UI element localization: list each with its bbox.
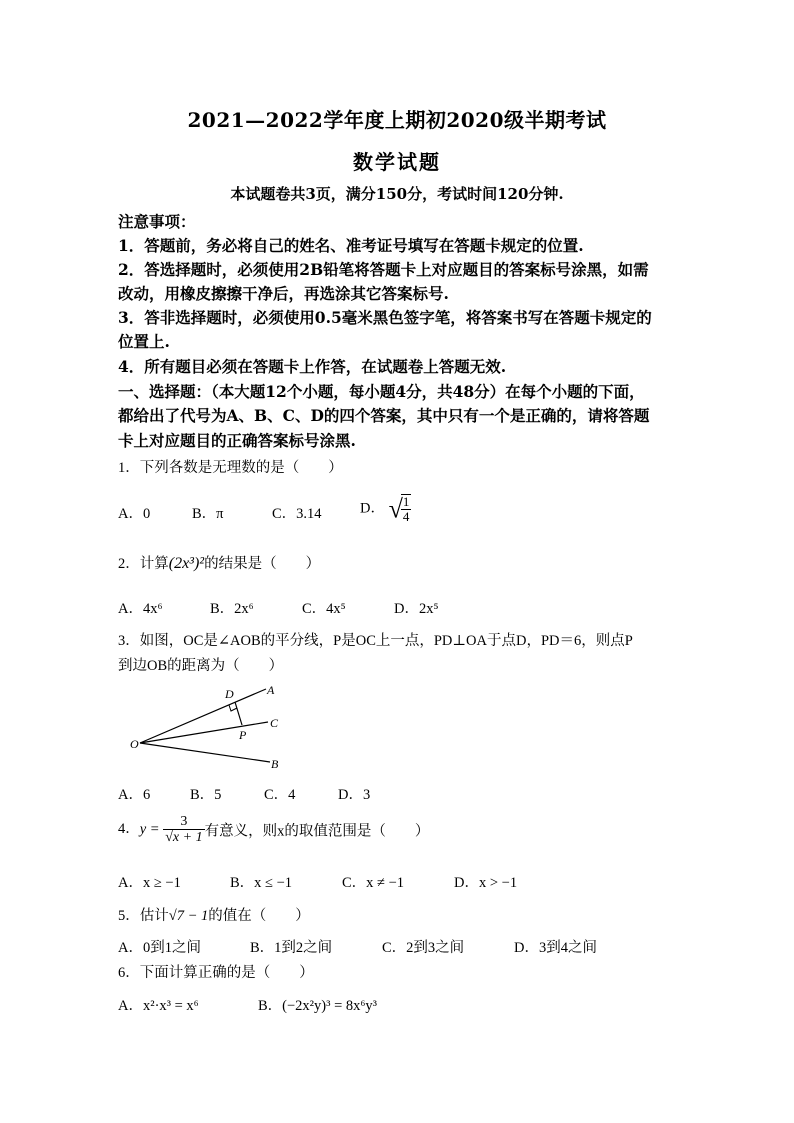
section1-line-1: 一、选择题：（本大题12个小题，每小题4分，共48分）在每个小题的下面， [118, 382, 645, 401]
q4-denominator: x + 1 [172, 830, 203, 846]
q4-option-b: B．x ≤ −1 [230, 875, 293, 891]
q2-option-c: C．4x⁵ [302, 601, 346, 617]
q4-option-c: C．x ≠ −1 [342, 875, 405, 891]
ray-ob [140, 743, 270, 762]
q3-option-d: D．3 [338, 787, 371, 803]
note-3-line-2: 位置上. [118, 332, 170, 351]
q4-denominator-wrap: √x + 1 [165, 830, 203, 846]
q5-stem-pre: 5．估计 [118, 908, 169, 924]
q4-stem-pre: 4． [118, 821, 140, 838]
q1-option-c: C．3.14 [272, 506, 322, 522]
q4-numerator: 3 [163, 814, 204, 830]
ray-oc [140, 722, 268, 743]
q3-option-a: A．6 [118, 787, 151, 803]
q2-option-b: B．2x⁶ [210, 601, 254, 617]
exam-info: 本试题卷共3页，满分150分，考试时间120分钟. [230, 185, 564, 203]
label-o: O [130, 737, 139, 751]
q5-stem [118, 904, 310, 925]
q3-stem-line-2: 到边OB的距离为（ ） [118, 658, 284, 674]
q1-d-numerator: 1 [402, 494, 410, 509]
q5-stem-post: 的值在（ ） [208, 908, 310, 924]
q5-option-b: B．1到2之间 [250, 940, 333, 956]
q2-option-d: D．2x⁵ [394, 601, 439, 617]
q1-stem: 1．下列各数是无理数的是（ ） [118, 460, 343, 476]
label-c: C [270, 716, 279, 730]
exam-title: 2021—2022学年度上期初2020级半期考试 [187, 108, 607, 132]
q3-options [118, 783, 678, 805]
note-3-line-1: 3．答非选择题时，必须使用0.5毫米黑色签字笔，将答案书写在答题卡规定的 [118, 308, 652, 327]
q4-stem-post: 有意义，则x的取值范围是（ ） [204, 823, 430, 840]
q1-option-d [360, 494, 411, 525]
q2-option-a: A．4x⁶ [118, 601, 163, 617]
q2-options [118, 597, 678, 619]
label-d: D [225, 687, 234, 701]
section1-line-3: 卡上对应题目的正确答案标号涂黑. [118, 431, 356, 450]
note-2-line-2: 改动，用橡皮擦擦干净后，再选涂其它答案标号. [118, 284, 449, 303]
q2-stem-pre: 2．计算 [118, 556, 169, 572]
q4-options [118, 871, 678, 893]
q4-fraction [163, 814, 204, 846]
ray-oa [140, 689, 266, 743]
q4-stem [118, 814, 429, 846]
q6-options [118, 994, 678, 1016]
q5-option-a: A．0到1之间 [118, 940, 201, 956]
q5-option-c: C．2到3之间 [382, 940, 465, 956]
note-2-line-1: 2．答选择题时，必须使用2B铅笔将答题卡上对应题目的答案标号涂黑，如需 [118, 260, 649, 279]
label-p: P [239, 728, 247, 742]
note-1: 1．答题前，务必将自己的姓名、准考证号填写在答题卡规定的位置. [118, 236, 584, 255]
notes-heading: 注意事项： [118, 212, 196, 231]
q1-sqrt: √ $\frac{1}{4}$ [388, 494, 410, 525]
q3-option-b: B．5 [190, 787, 222, 803]
q3-stem-line-1: 3．如图，OC是∠AOB的平分线，P是OC上一点，PD⊥OA于点D，PD＝6，则点P [118, 633, 633, 649]
q2-stem [118, 552, 320, 573]
q1-option-a: A．0 [118, 506, 151, 522]
q5-expression: √7 − 1 [168, 908, 209, 924]
section1-line-2: 都给出了代号为A、B、C、D的四个答案，其中只有一个是正确的，请将答题 [118, 406, 650, 425]
q6-stem: 6．下面计算正确的是（ ） [118, 965, 314, 981]
q4-option-d: D．x > −1 [454, 875, 518, 891]
q2-expression: (2x³)² [168, 555, 205, 572]
note-4: 4．所有题目必须在答题卡上作答，在试题卷上答题无效. [118, 357, 507, 376]
label-b: B [271, 757, 279, 771]
segment-pd [235, 702, 242, 725]
q2-stem-post: 的结果是（ ） [204, 556, 321, 572]
q3-figure [118, 678, 308, 774]
label-a: A [267, 683, 275, 697]
q1-d-denominator: 4 [402, 509, 410, 525]
q3-option-c: C．4 [264, 787, 296, 803]
q1-option-b: B．π [192, 506, 224, 522]
q1-option-d-prefix: D． [360, 500, 385, 517]
q5-option-d: D．3到4之间 [514, 940, 597, 956]
subject-title: 数学试题 [353, 150, 441, 174]
q4-option-a: A．x ≥ −1 [118, 875, 181, 891]
q5-options [118, 936, 698, 958]
q4-y: y = [139, 821, 160, 838]
q6-option-b: B．(−2x²y)³ = 8x⁶y³ [258, 998, 378, 1014]
q6-option-a: A．x²·x³ = x⁶ [118, 998, 199, 1014]
q1-options [118, 494, 678, 532]
